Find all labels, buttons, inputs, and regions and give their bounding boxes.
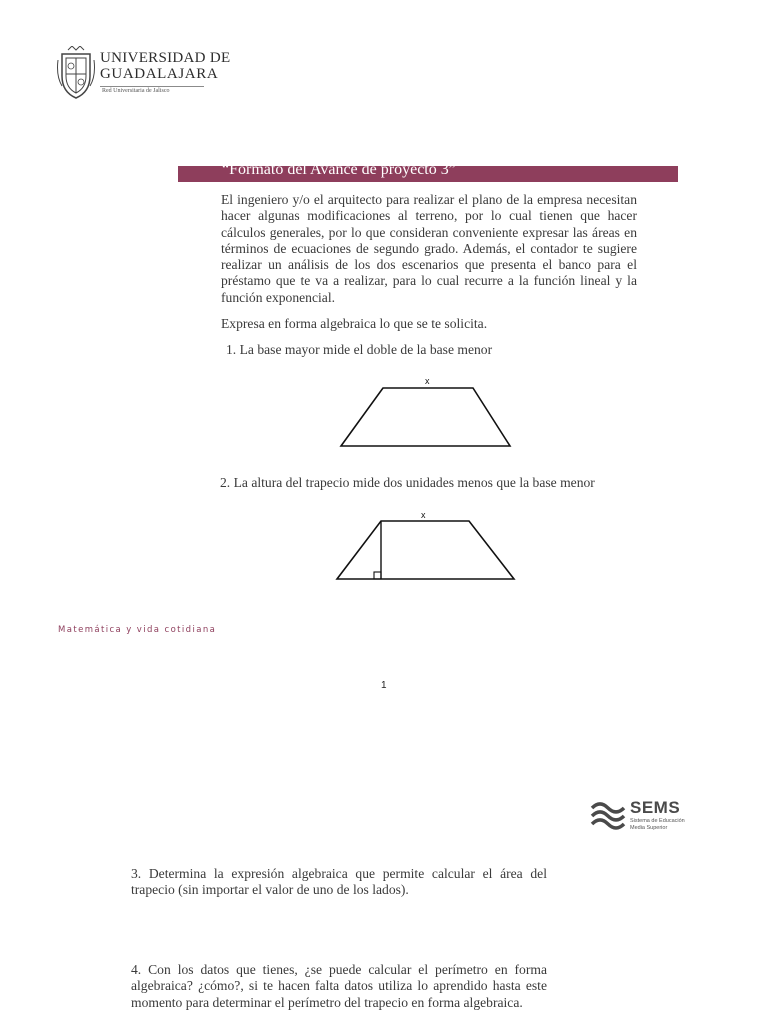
university-name-line2: GUADALAJARA [100,66,219,82]
item-2-text: 2. La altura del trapecio mide dos unidades menos que la base menor [220,475,595,490]
trapezoid-shape-2 [337,521,514,579]
intro-paragraph: El ingeniero y/o el arquitecto para realizar el plano de la empresa necesitan hacer algunas modificaciones al terreno, por lo cual tienen que hacer cálculos generales, por lo que consideran conveniente expresar las áreas en términos de ecuaciones de segundo grado. Además, el contador te sugiere realizar un análisis de los dos escenarios que presenta el banco para el préstamo que te va a realizar, para lo cual recurre a la función lineal y la función exponencial. [221,192,637,305]
item-4-text: 4. Con los datos que tienes, ¿se puede calcular el perímetro en forma algebraica? ¿cómo?, si te hacen falta datos utiliza lo aprendido hasta este momento para determinar el perímetro del trapecio en forma algebraica. [131,962,547,1010]
sems-emblem-icon [590,800,626,832]
sems-subtitle-2: Media Superior [630,825,668,831]
university-subtitle: Red Universitaria de Jalisco [102,88,170,94]
trapezoid-figure-1 [338,378,518,450]
item-3-text: 3. Determina la expresión algebraica que permite calcular el área del trapecio (sin importar el valor de uno de los lados). [131,866,547,898]
footer-subject: Matemática y vida cotidiana [58,625,217,635]
sems-name: SEMS [630,798,681,817]
university-name-line1: UNIVERSIDAD DE [100,50,231,66]
sems-logo [590,798,710,834]
right-angle-marker [374,572,381,579]
logo-divider [100,86,204,87]
fig2-top-label: x [421,510,426,520]
trapezoid-figure-2 [334,513,518,585]
page-number: 1 [381,680,387,691]
trapezoid-shape-1 [341,388,510,446]
instruction-text: Expresa en forma algebraica lo que se te solicita. [221,316,488,331]
document-title: “Formato del Avance de proyecto 3” [222,161,456,178]
university-logo [56,46,231,102]
university-seal-icon [56,46,96,100]
sems-subtitle-1: Sistema de Educación [630,818,685,824]
fig1-top-label: x [425,376,430,386]
item-1-text: 1. La base mayor mide el doble de la base menor [226,342,493,357]
